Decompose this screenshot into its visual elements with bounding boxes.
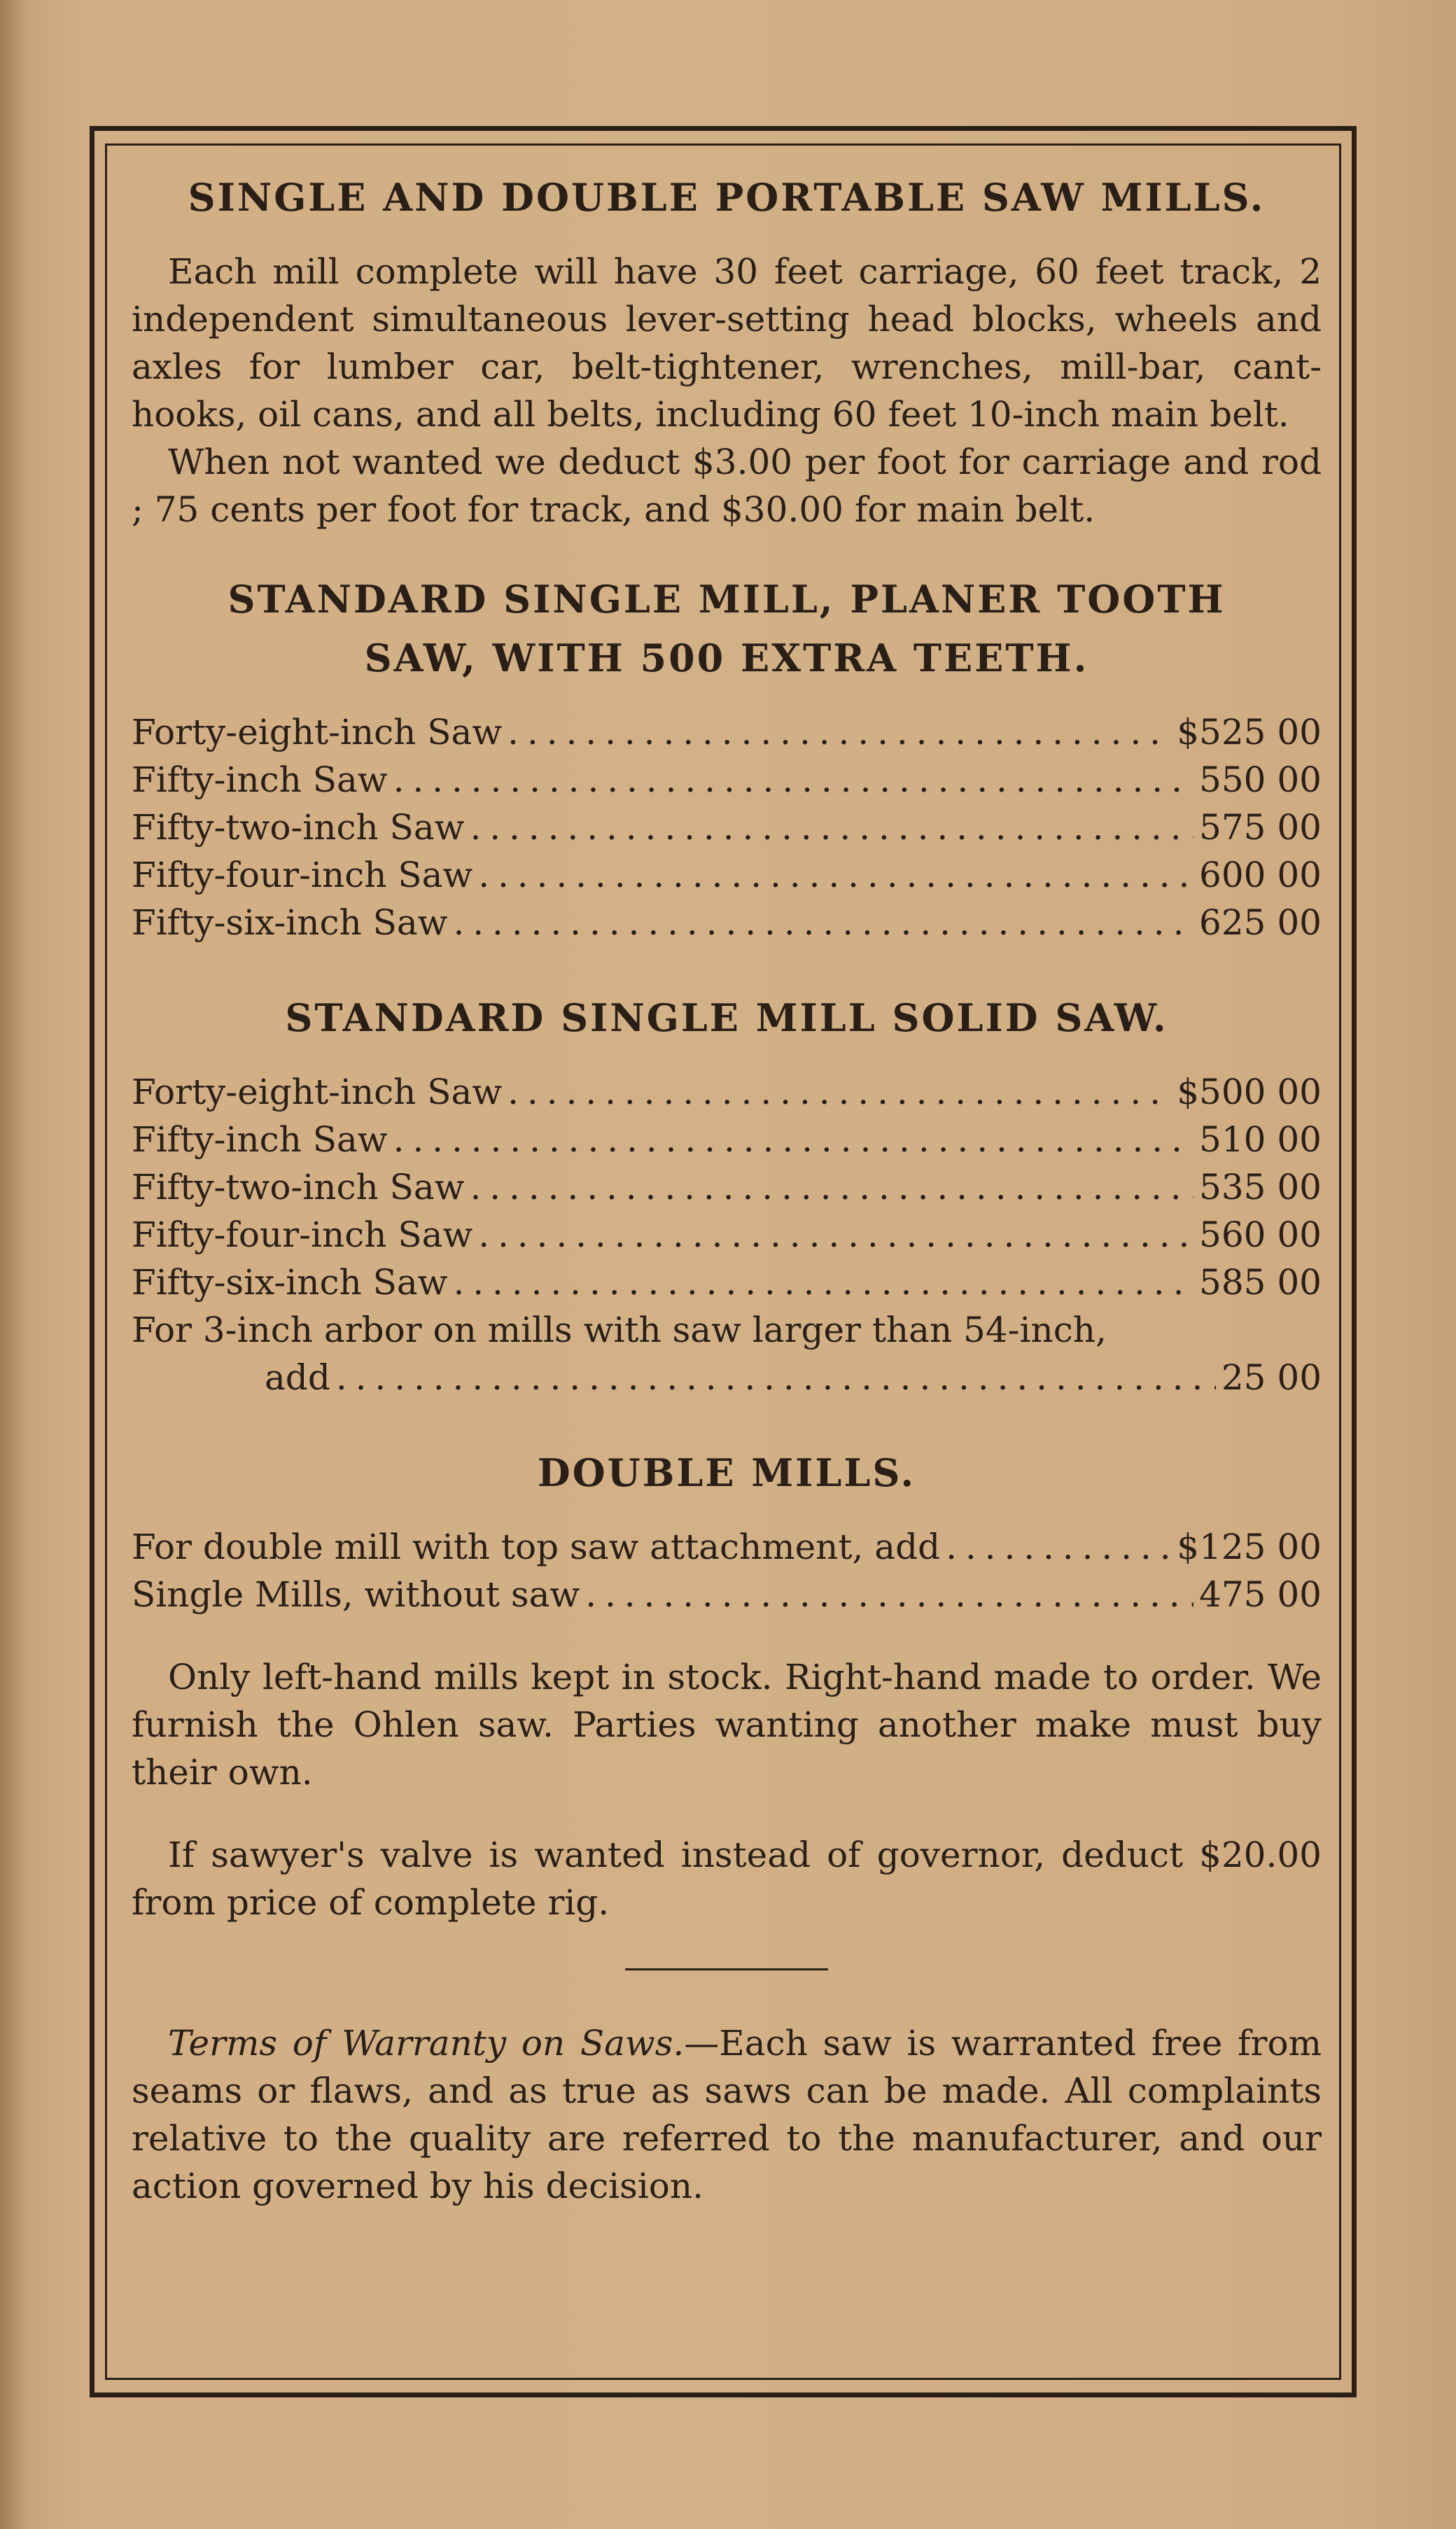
price-row <box>132 1354 1322 1401</box>
leader-dots <box>393 756 1194 804</box>
warranty-paragraph <box>132 2019 1322 2210</box>
item-price: 535 00 <box>1199 1167 1322 1207</box>
leader-dots <box>507 708 1171 756</box>
leader-dots <box>470 804 1194 851</box>
leader-dots <box>946 1523 1171 1571</box>
item-price: 25 00 <box>1221 1357 1322 1398</box>
section2-heading: STANDARD SINGLE MILL SOLID SAW. <box>285 995 1168 1040</box>
price-row <box>132 708 1322 756</box>
item-label: Forty-eight-inch Saw <box>132 1072 503 1112</box>
item-price: $525 00 <box>1177 712 1322 752</box>
section3-price-list <box>132 1523 1322 1618</box>
price-row <box>132 1571 1322 1618</box>
item-price: 625 00 <box>1199 902 1322 943</box>
price-row <box>132 1259 1322 1306</box>
section1-heading-line1: STANDARD SINGLE MILL, PLANER TOOTH <box>227 577 1226 622</box>
content <box>132 175 1322 2210</box>
leader-dots <box>507 1068 1171 1116</box>
price-row <box>132 804 1322 851</box>
arbor-note-text: For 3-inch arbor on mills with saw larger than 54-inch, <box>132 1310 1107 1350</box>
price-row <box>132 1163 1322 1211</box>
item-price: $125 00 <box>1177 1527 1322 1567</box>
item-price: 585 00 <box>1199 1262 1322 1303</box>
item-label: Fifty-six-inch Saw <box>132 1262 448 1303</box>
item-label: Single Mills, without saw <box>132 1574 580 1615</box>
item-label: add <box>265 1357 330 1398</box>
leader-dots <box>393 1116 1194 1163</box>
item-price: 475 00 <box>1199 1574 1322 1615</box>
price-row <box>132 899 1322 946</box>
intro-paragraph-2: When not wanted we deduct $3.00 per foot for carriage and rod ; 75 cents per foot for track, and $30.00 for main belt. <box>132 442 1322 530</box>
leader-dots <box>470 1163 1194 1211</box>
item-price: 510 00 <box>1199 1119 1322 1160</box>
section1-heading-line2: SAW, WITH 500 EXTRA TEETH. <box>364 636 1089 680</box>
item-label: Fifty-two-inch Saw <box>132 807 465 848</box>
intro-paragraph-1: Each mill complete will have 30 feet carriage, 60 feet track, 2 independent simultaneous lever-setting head blocks, wheels and axles for lumber car, belt-tightener, wrenches, mill-bar, cant-hooks, oil cans, and all belts, including 60 feet 10-inch main belt. <box>132 251 1322 435</box>
item-price: 550 00 <box>1199 759 1322 800</box>
leader-dots <box>478 1211 1194 1259</box>
note-paragraph-2: If sawyer's valve is wanted instead of governor, deduct $20.00 from price of complete rig. <box>132 1835 1322 1923</box>
price-row <box>132 1116 1322 1163</box>
warranty-text: —Each saw is warranted free from seams or flaws, and as true as saws can be made. All complaints relative to the quality are referred to the manufacturer, and our action governed by his decision. <box>132 2023 1322 2206</box>
price-row <box>132 1211 1322 1259</box>
leader-dots <box>453 899 1194 946</box>
section3-heading: DOUBLE MILLS. <box>537 1450 916 1495</box>
arbor-note-line <box>132 1306 1322 1354</box>
item-price: 575 00 <box>1199 807 1322 848</box>
leader-dots <box>336 1354 1216 1401</box>
warranty-title: Terms of Warranty on Saws. <box>168 2023 685 2064</box>
note-paragraph-1: Only left-hand mills kept in stock. Right-hand made to order. We furnish the Ohlen saw. Parties wanting another make must buy their own. <box>132 1657 1322 1793</box>
section1-price-list <box>132 708 1322 946</box>
price-row <box>132 1523 1322 1571</box>
price-row <box>132 756 1322 804</box>
leader-dots <box>453 1259 1194 1306</box>
item-price: 600 00 <box>1199 855 1322 895</box>
item-label: For double mill with top saw attachment, add <box>132 1527 941 1567</box>
section2-price-list <box>132 1068 1322 1401</box>
price-row <box>132 1068 1322 1116</box>
section-divider <box>625 1968 828 1970</box>
item-label: Fifty-four-inch Saw <box>132 1214 473 1255</box>
price-row <box>132 851 1322 899</box>
item-label: Fifty-inch Saw <box>132 1119 388 1160</box>
leader-dots <box>585 1571 1194 1618</box>
item-label: Fifty-inch Saw <box>132 759 388 800</box>
item-label: Forty-eight-inch Saw <box>132 712 503 752</box>
item-label: Fifty-two-inch Saw <box>132 1167 465 1207</box>
leader-dots <box>478 851 1194 899</box>
page-title: SINGLE AND DOUBLE PORTABLE SAW MILLS. <box>188 175 1266 220</box>
item-label: Fifty-six-inch Saw <box>132 902 448 943</box>
item-price: 560 00 <box>1199 1214 1322 1255</box>
item-price: $500 00 <box>1177 1072 1322 1112</box>
item-label: Fifty-four-inch Saw <box>132 855 473 895</box>
